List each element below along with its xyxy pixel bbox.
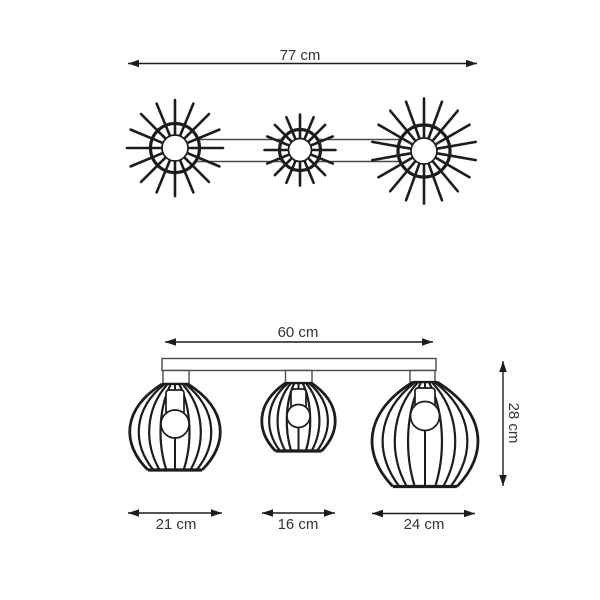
dimension-bar-width-label: 60 cm xyxy=(277,324,319,341)
lamp-stems xyxy=(163,371,435,384)
cage-shade-middle xyxy=(262,383,335,451)
dimension-middle-shade-label: 16 cm xyxy=(277,516,319,533)
mounting-bar-front-view xyxy=(162,359,436,371)
dimension-overall-width-label: 77 cm xyxy=(279,47,321,64)
dimension-left-shade-label: 21 cm xyxy=(155,516,197,533)
shade-top-views xyxy=(127,99,476,204)
shade-left-top-view xyxy=(127,100,223,196)
top-view xyxy=(127,47,477,204)
dimension-right-shade-label: 24 cm xyxy=(403,516,445,533)
cage-shade-right xyxy=(372,382,478,487)
dimension-height-label: 28 cm xyxy=(505,402,522,444)
cage-shade-left xyxy=(130,384,221,470)
front-view xyxy=(128,324,522,533)
shade-middle-top-view xyxy=(265,115,336,186)
cage-shades-front xyxy=(130,382,478,487)
shade-right-top-view xyxy=(372,99,475,204)
